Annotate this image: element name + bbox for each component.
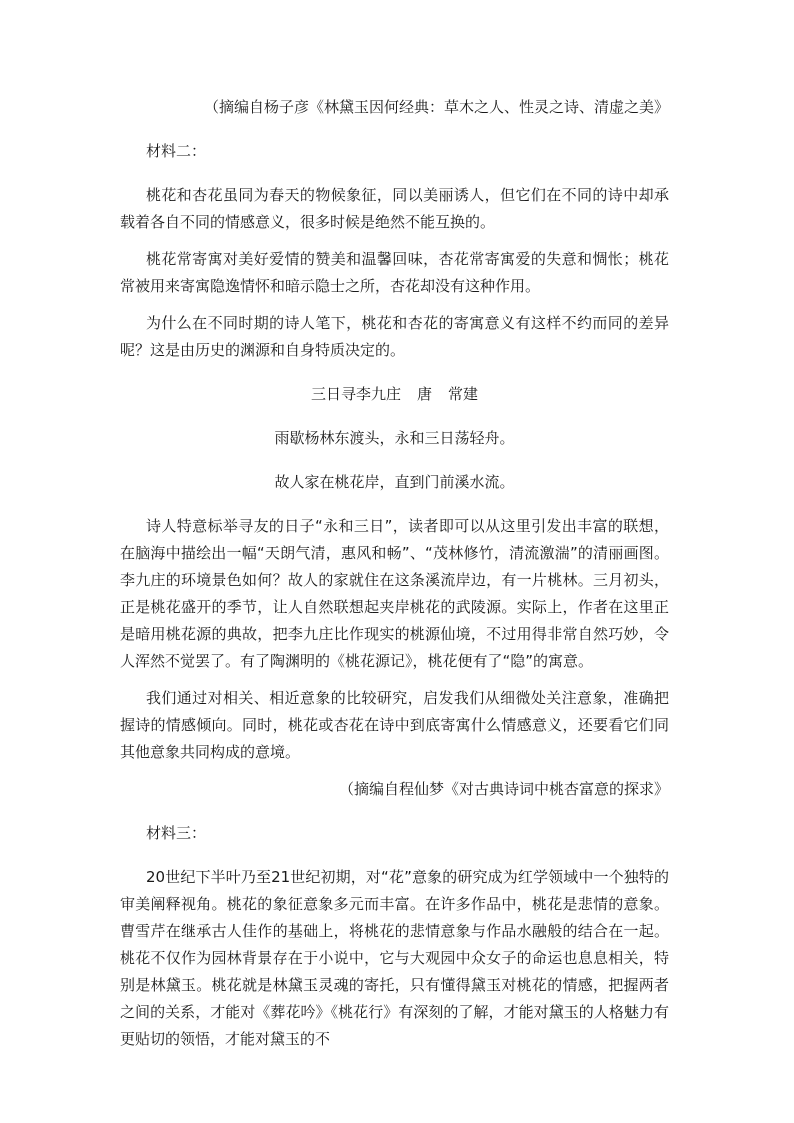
paragraph: 桃花常寄寓对美好爱情的赞美和温馨回味，杏花常寄寓爱的失意和惆怅；桃花常被用来寄寓隐逸情怀和暗示隐士之所，杏花却没有这种作用。 [120,250,669,295]
poem-author: 常建 [448,385,479,403]
source-citation-2: （摘编自程仙梦《对古典诗词中桃杏富意的探求》 [338,780,669,798]
poem-line: 故人家在桃花岸，直到门前溪水流。 [274,473,515,491]
material-2-label: 材料二： [146,142,207,160]
poem-line: 雨歇杨林东渡头，永和三日荡轻舟。 [274,429,515,447]
poem-dynasty: 唐 [416,385,432,403]
paragraph: 我们通过对相关、相近意象的比较研究，启发我们从细微处关注意象，准确把握诗的情感倾向。同时，桃花或杏花在诗中到底寄寓什么情感意义，还要看它们同其他意象共同构成的意境。 [120,689,669,761]
poem-title: 三日寻李九庄 [310,385,401,403]
paragraph: 诗人特意标举寻友的日子“永和三日”，读者即可以从这里引发出丰富的联想，在脑海中描绘出一幅“天朗气清，惠风和畅”、“茂林修竹，清流激湍”的清丽画图。李九庄的环境景色如何？故人的家就住在这条溪流岸边，有一片桃林。三月初头，正是桃花盛开的季节，让人自然联想起夹岸桃花的武陵源。实际上，作者在这里正是暗用桃花源的典故，把李九庄比作现实的桃源仙境，不过用得非常自然巧妙，令人浑然不觉罢了。有了陶渊明的《桃花源记》，桃花便有了“隐”的寓意。 [120,517,669,670]
poem-heading [120,381,669,408]
source-citation-1: （摘编自杨子彦《林黛玉因何经典：草木之人、性灵之诗、清虚之美》 [203,98,669,116]
paragraph: 为什么在不同时期的诗人笔下，桃花和杏花的寄寓意义有这样不约而同的差异呢？这是由历史的渊源和自身特质决定的。 [120,314,669,359]
paragraph: 20世纪下半叶乃至21世纪初期，对“花”意象的研究成为红学领域中一个独特的审美阐释视角。桃花的象征意象多元而丰富。在许多作品中，桃花是悲情的意象。曹雪芹在继承古人佳作的基础上，将桃花的悲情意象与作品水融般的结合在一起。桃花不仅作为园林背景存在于小说中，它与大观园中众女子的命运也息息相关，特别是林黛玉。桃花就是林黛玉灵魂的寄托，只有懂得黛玉对桃花的情感，把握两者之间的关系，才能对《葬花吟》《桃花行》有深刻的了解，才能对黛玉的人格魅力有更贴切的领悟，才能对黛玉的不 [120,868,669,1048]
paragraph: 桃花和杏花虽同为春天的物候象征，同以美丽诱人，但它们在不同的诗中却承载着各自不同的情感意义，很多时候是绝然不能互换的。 [120,186,669,231]
material-3-label: 材料三： [146,824,207,842]
